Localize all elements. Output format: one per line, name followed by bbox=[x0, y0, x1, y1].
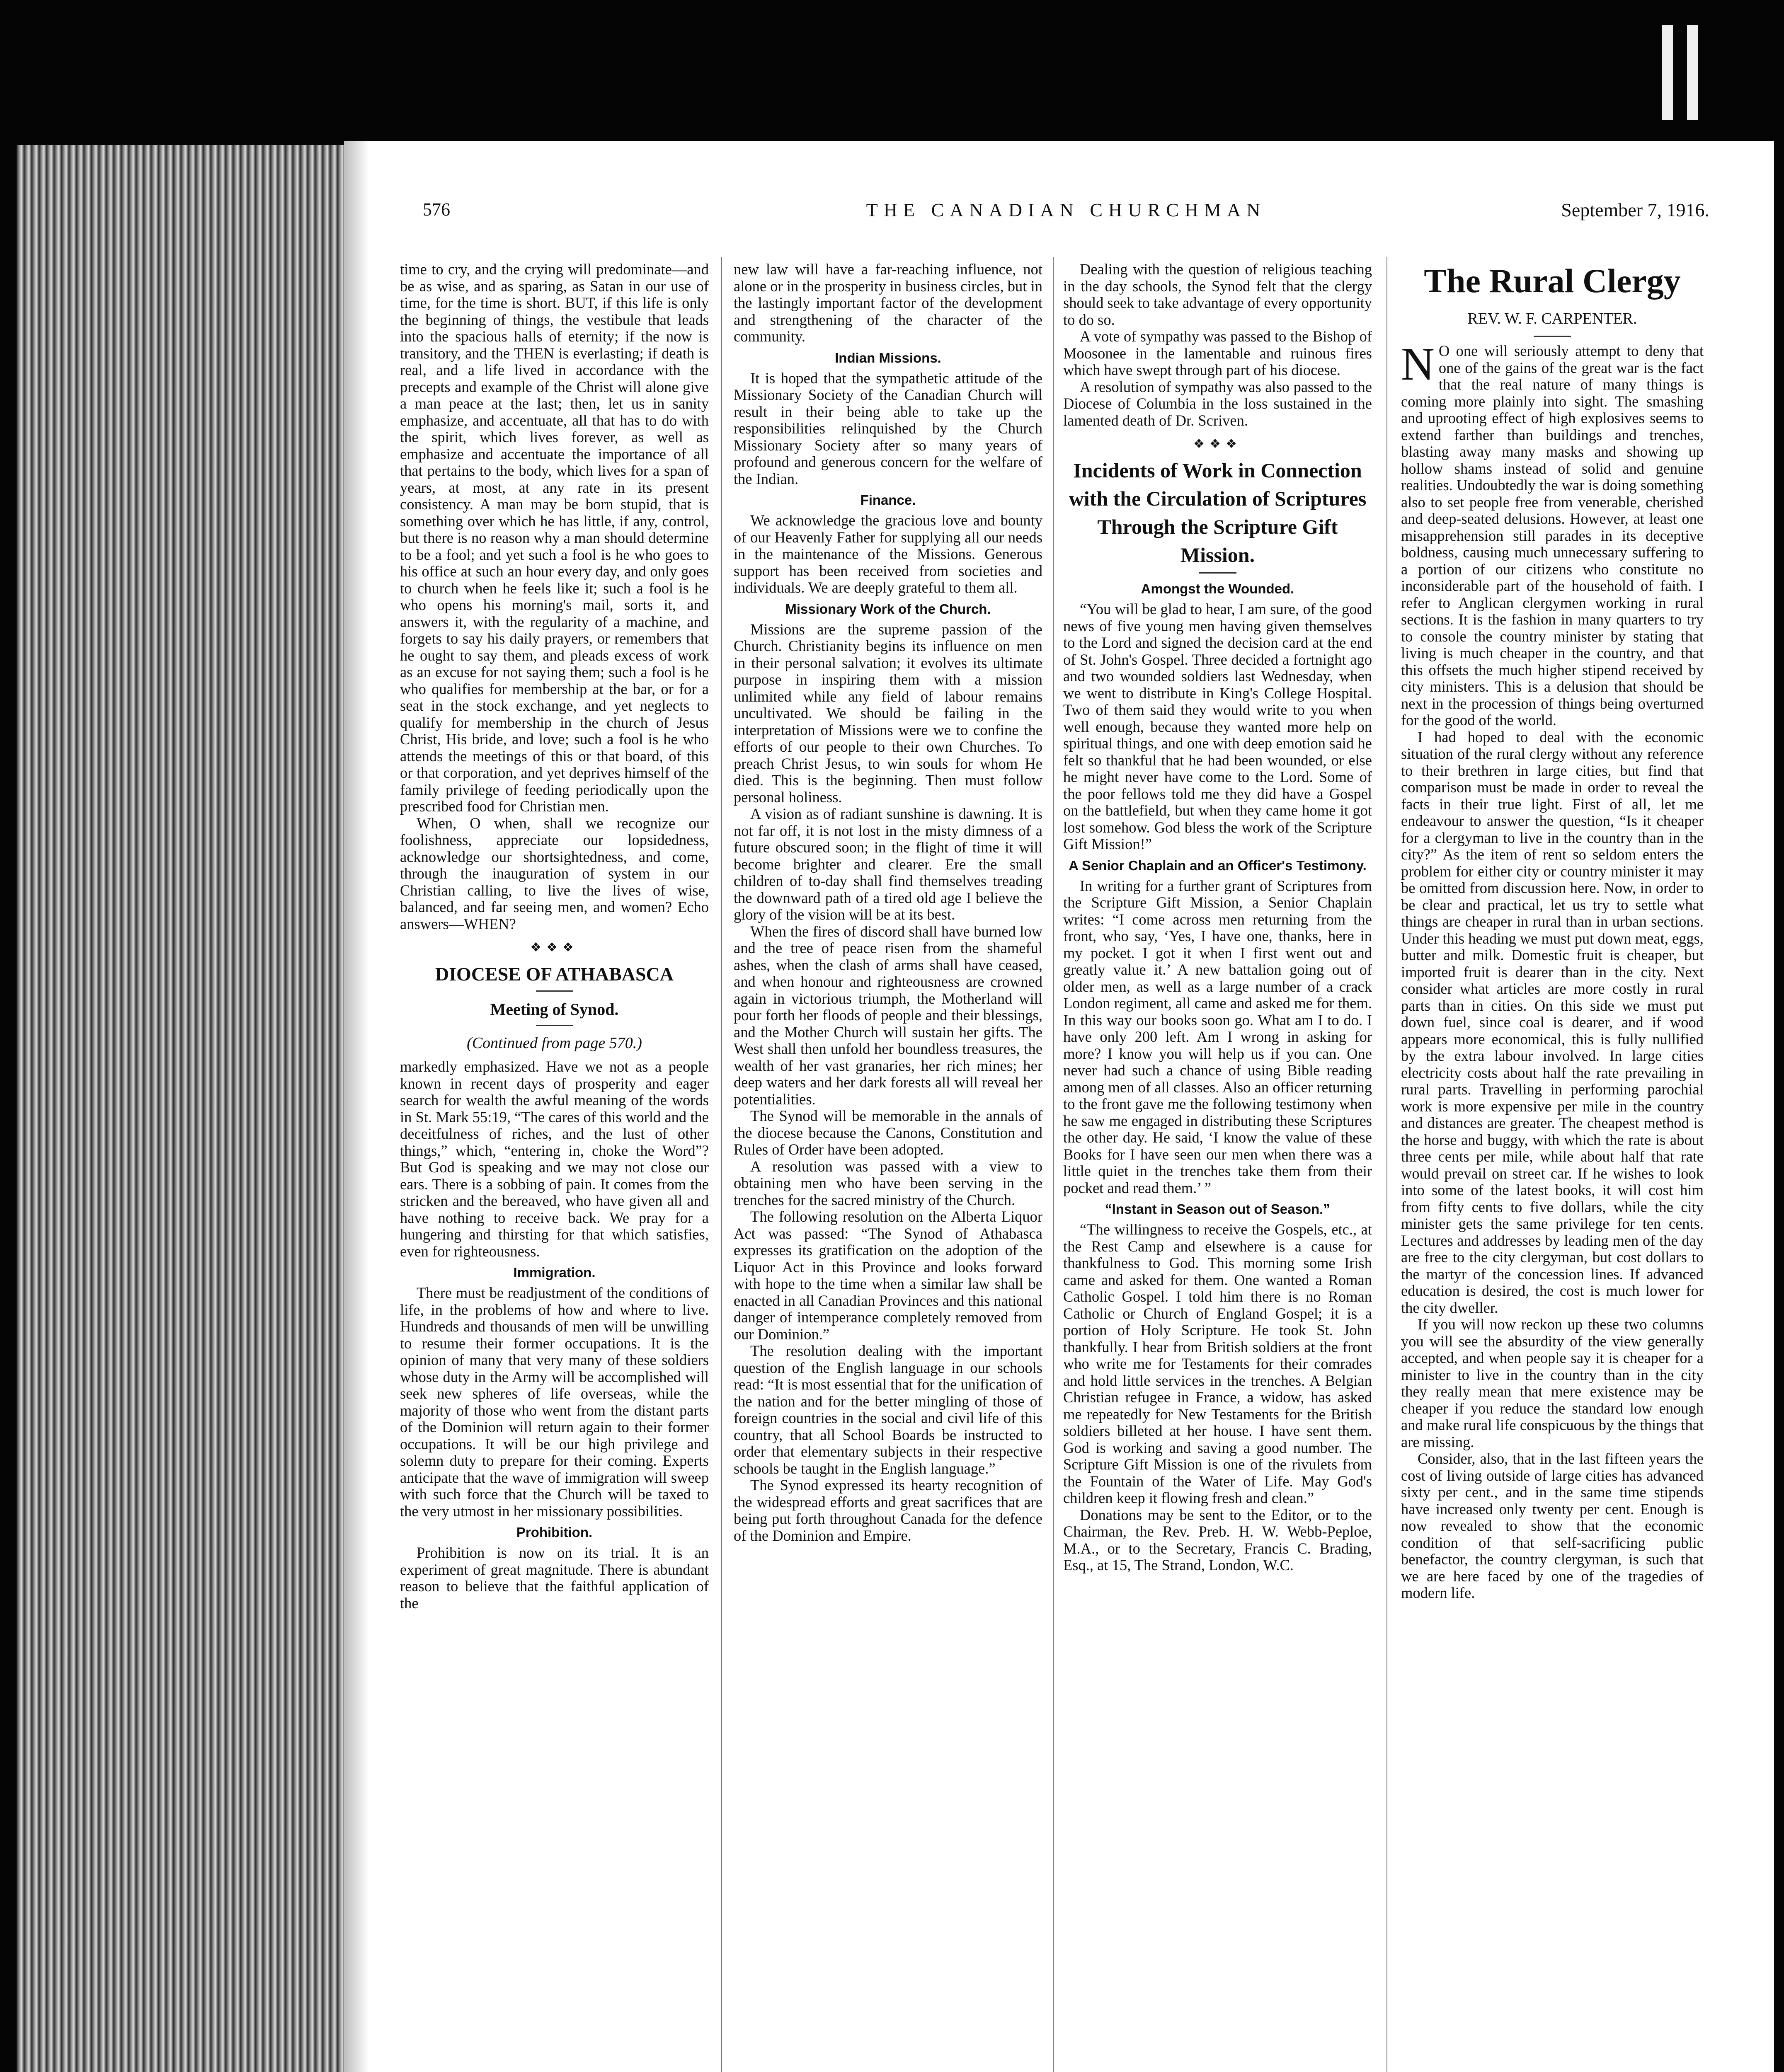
page-number: 576 bbox=[423, 199, 450, 220]
wounded-heading: Amongst the Wounded. bbox=[1141, 581, 1294, 596]
indian-missions-heading: Indian Missions. bbox=[835, 350, 941, 366]
paragraph: A vote of sympathy was passed to the Bishop of Moosonee in the lamentable and ruinous fires which have swept through part of his diocese. bbox=[1063, 328, 1372, 378]
paragraph: “The willingness to receive the Gospels, etc., at the Rest Camp and elsewhere is a cause for thankfulness to God. This morning some Irish came and asked for them. One wanted a Roman Catholic Gospel. I told him there is no Roman Catholic or Church of England Gospel; it is a portion of Holy Scripture. He took St. John thankfully. I hear from British soldiers at the front who write me for Testaments for their comrades and hold little services in the trenches. A Belgian Christian refugee in France, a widow, has asked me repeatedly for New Testaments for the British soldiers billeted at her house. I have sent them. God is working and saving a good number. The Scripture Gift Mission is one of the rivulets from the Fountain of the Water of Life. May God's children keep it flowing fresh and clean.” bbox=[1063, 1221, 1372, 1506]
column-2 bbox=[734, 261, 1042, 1544]
finance-heading: Finance. bbox=[860, 492, 916, 508]
drop-cap: N bbox=[1401, 339, 1435, 390]
paragraph: new law will have a far-reaching influence, not alone or in the prosperity in business circles, but in the lastingly important factor of the development and strengthening of the character of the community. bbox=[734, 261, 1042, 345]
prohibition-heading: Prohibition. bbox=[516, 1525, 593, 1540]
film-strip-marks bbox=[1658, 25, 1720, 124]
paragraph: It is hoped that the sympathetic attitude of the Missionary Society of the Canadian Church will result in their being able to take up the responsibilities relinquished by the Church Missionary Society after so many years of profound and generous concern for the welfare of the Indian. bbox=[734, 369, 1042, 487]
heading-rule bbox=[536, 1025, 573, 1026]
gutter-shadow bbox=[344, 141, 369, 2072]
page-stack-edge bbox=[17, 145, 352, 2072]
continued-note: (Continued from page 570.) bbox=[467, 1034, 642, 1052]
column-rule bbox=[721, 257, 722, 2072]
author-byline: REV. W. F. CARPENTER. bbox=[1467, 310, 1637, 327]
instant-in-season-heading: “Instant in Season out of Season.” bbox=[1105, 1201, 1330, 1217]
paragraph: There must be readjustment of the conditions of life, in the problems of how and where to live. Hundreds and thousands of men will be unwilling to resume their former occupations. It is the opinion of many that very many of these soldiers whose duty in the Army will be accomplished will seek new spheres of life overseas, while the majority of those who went from the distant parts of the Dominion will return again to their former occupations. It will be our high privilege and solemn duty to prepare for their coming. Experts anticipate that the wave of immigration will sweep with such force that the Church will be taxed to the very utmost in her missionary possibilities. bbox=[400, 1284, 709, 1520]
diocese-heading: DIOCESE OF ATHABASCA bbox=[435, 963, 674, 985]
paragraph: A resolution was passed with a view to obtaining men who have been serving in the trenches for the sacred ministry of the Church. bbox=[734, 1157, 1042, 1208]
chaplain-heading: A Senior Chaplain and an Officer's Testimony. bbox=[1069, 857, 1367, 873]
paragraph: We acknowledge the gracious love and bounty of our Heavenly Father for supplying all our needs in the maintenance of the Missions. Generous support has been received from societies and individuals. We are deeply grateful to them all. bbox=[734, 512, 1042, 596]
column-rule bbox=[1386, 257, 1387, 2072]
column-4 bbox=[1401, 261, 1704, 1602]
running-head bbox=[423, 199, 1709, 228]
masthead: THE CANADIAN CHURCHMAN bbox=[866, 199, 1266, 220]
column-1 bbox=[400, 261, 709, 1612]
rural-clergy-title: The Rural Clergy bbox=[1424, 262, 1681, 300]
paragraph: A vision as of radiant sunshine is dawning. It is not far off, it is not lost in the misty dimness of a future obscured soon; in the flight of time it will become brighter and clearer. Ere the small children of to-day shall find themselves treading the downward path of a tired old age I believe the glory of the vision will be at its best. bbox=[734, 805, 1042, 923]
paragraph: Consider, also, that in the last fifteen years the cost of living outside of large cities has advanced sixty per cent., and in the same time stipends have increased only twenty per cent. Enough is now revealed to show that the economic condition of that self-sacrificing public benefactor, the country clergyman, is such that we are here faced by one of the tragedies of modern life. bbox=[1401, 1450, 1704, 1601]
paragraph: In writing for a further grant of Scriptures from the Scripture Gift Mission, a Senior Chaplain writes: “I come across men returning from the front, who say, ‘Yes, I have one, thanks, here in my pocket. I got it when I first went out and greatly value it.’ A new battalion going out of older men, as well as a large number of a crack London regiment, all came and asked me for them. In this way our books soon go. What am I to do. I have only 200 left. Am I wrong in asking for more? I know you will help us if you can. One never had such a chance of using Bible reading among men of all classes. Also an officer returning to the front gave me the following testimony when he saw me engaged in distributing these Scriptures the other day. He said, ‘I know the value of these Books for I have seen our men when there was a little quiet in the trenches take them from their pocket and read them.’ ” bbox=[1063, 877, 1372, 1196]
meeting-heading: Meeting of Synod. bbox=[490, 1000, 619, 1019]
column-rule bbox=[1053, 257, 1054, 2072]
paragraph: When, O when, shall we recognize our foolishness, appreciate our lopsidedness, acknowledge our shortsightedness, and come, through the inauguration of system in our Christian calling, to live the lives of wise, balanced, and far seeing men, and women? Echo answers—WHEN? bbox=[400, 814, 709, 932]
heading-rule bbox=[536, 990, 573, 992]
paragraph: “You will be glad to hear, I am sure, of the good news of five young men having given themselves to the Lord and signed the decision card at the end of St. John's Gospel. Three decided a fortnight ago and two wounded soldiers last Wednesday, when we went to distribute in King's College Hospital. Two of them said they would write to you when well enough, because they wanted more help on spiritual things, and one with deep emotion said he felt so thankful that he had been wounded, or else he might never have come to the Lord. Some of the poor fellows told me they did have a Gospel on the battlefield, but when they came home it got lost somehow. God bless the work of the Scripture Gift Mission!” bbox=[1063, 600, 1372, 852]
paragraph: Prohibition is now on its trial. It is an experiment of great magnitude. There is abundant reason to believe that the faithful application of the bbox=[400, 1544, 709, 1612]
section-ornament: ❖❖❖ bbox=[1193, 437, 1242, 451]
missionary-work-heading: Missionary Work of the Church. bbox=[785, 601, 991, 617]
immigration-heading: Immigration. bbox=[513, 1265, 596, 1280]
paragraph: Missions are the supreme passion of the Church. Christianity begins its influence on men in their personal salvation; it evolves its ultimate purpose in inspiring them with a mission unlimited while any field of labour remains uncultivated. We should be failing in the interpretation of Missions were we to confine the efforts of our people to their own Churches. To preach Christ Jesus, to win souls for whom He died. This is the beginning. Then must follow personal holiness. bbox=[734, 620, 1042, 806]
column-3 bbox=[1063, 261, 1372, 1574]
paragraph: The Synod will be memorable in the annals of the diocese because the Canons, Constitution and Rules of Order have been adopted. bbox=[734, 1107, 1042, 1158]
section-ornament: ❖❖❖ bbox=[530, 941, 579, 954]
paragraph: The Synod expressed its hearty recognition of the widespread efforts and great sacrifices that are being put forth throughout Canada for the defence of the Dominion and Empire. bbox=[734, 1477, 1042, 1544]
opening-paragraph bbox=[1401, 339, 1704, 729]
paragraph: time to cry, and the crying will predominate—and be as wise, and as sparing, as Satan in our use of time, for the time is short. BUT, if this life is only the beginning of things, the vestibule that leads into the spacious halls of eternity; if the now is transitory, and the THEN is everlasting; if death is real, and a life lived in accordance with the precepts and example of the Christ will alone give a man peace at the last; then, let us in sanity emphasize, and accentuate, all that has to do with the spirit, which lives forever, as well as emphasize and accentuate the importance of all that pertains to the body, which lives for a span of years, at most, at any rate in its present consistency. A man may be born stupid, that is something over which he has little, if any, control, but there is no reason why a man should determine to be a fool; and yet such a fool is he who goes to his office at such an hour every day, and only goes to church when he feels like it; such a fool is he who opens his morning's mail, sorts it, and answers it, with the regularity of a machine, and forgets to say his daily prayers, or remembers that he ought to say them, and pleads excess of work as an excuse for not saying them; such a fool is he who qualifies for membership at the bar, or for a seat in the stock exchange, and yet neglects to qualify for membership in the church of Jesus Christ, His bride, and love; such a fool is he who attends the meetings of this or that board, of this or that corporation, and yet deprives himself of the family privilege of feeding periodically upon the prescribed food for Christian men. bbox=[400, 261, 709, 815]
heading-rule bbox=[1534, 336, 1571, 337]
paragraph-text: O one will seriously attempt to deny that one of the gains of the great war is the fact that the real nature of many things is coming more plainly into sight. The smashing and uprooting effect of high explosives seems to extend farther than buildings and trenches, blasting away many masks and showing up hollow shams instead of solid and genuine realities. Undoubtedly the war is doing something also to set people free from venerable, cherished and deep-seated delusions. However, at least one misapprehension still parades in its deceptive boldness, causing much unnecessary suffering to a portion of our citizens who constitute no inconsiderable part of the household of faith. I refer to Anglican clergymen working in rural sections. It is the fashion in many quarters to try to console the country minister by stating that living is much cheaper in the country, and that this offsets the much higher stipend received by city ministers. This is a delusion that should be next in the procession of things being overturned for the good of the world. bbox=[1401, 342, 1704, 729]
paragraph: Donations may be sent to the Editor, or to the Chairman, the Rev. Preb. H. W. Webb-Peploe, M.A., or to the Secretary, Francis C. Brading, Esq., at 15, The Strand, London, W.C. bbox=[1063, 1506, 1372, 1573]
paragraph: When the fires of discord shall have burned low and the tree of peace risen from the shameful ashes, when the clash of arms shall have ceased, and when honour and righteousness are crowned again in victorious triumph, the Motherland will pour forth her floods of people and their blessings, and the Mother Church will sustain her gifts. The West shall then unfold her boundless treasures, the wealth of her vast granaries, her rich mines; her deep waters and her dark forests all will reveal her potentialities. bbox=[734, 922, 1042, 1108]
paragraph: The following resolution on the Alberta Liquor Act was passed: “The Synod of Athabasca expresses its gratification on the adoption of the Liquor Act in this Province and looks forward with hope to the time when a similar law shall be enacted in all Canadian Provinces and this national danger of intemperance completely removed from our Dominion.” bbox=[734, 1208, 1042, 1343]
paragraph: If you will now reckon up these two columns you will see the absurdity of the view generally accepted, and when people say it is cheaper for a minister to live in the country than in the city they really mean that mere existence may be cheaper if you reduce the standard low enough and make rural life conspicuous by the things that are missing. bbox=[1401, 1316, 1704, 1450]
paragraph: A resolution of sympathy was also passed to the Diocese of Columbia in the loss sustained in the lamented death of Dr. Scriven. bbox=[1063, 378, 1372, 429]
paragraph: markedly emphasized. Have we not as a people known in recent days of prosperity and eager search for wealth the awful meaning of the words in St. Mark 55:19, “The cares of this world and the deceitfulness of riches, and the lust of other things,” which, “entering in, choke the Word”? But God is speaking and we may not close our ears. There is a sobbing of pain. It comes from the stricken and the bereaved, who have given all and have nothing to receive back. We pray for a hungering and thirsting for that which satisfies, even for righteousness. bbox=[400, 1058, 709, 1260]
issue-date: September 7, 1916. bbox=[1561, 199, 1709, 220]
paragraph: Dealing with the question of religious teaching in the day schools, the Synod felt that the clergy should seek to take advantage of every opportunity to do so. bbox=[1063, 261, 1372, 328]
paragraph: I had hoped to deal with the economic situation of the rural clergy without any reference to their brethren in large cities, but find that comparison must be made in order to reveal the facts in their true light. First of all, let me endeavour to answer the question, “Is it cheaper for a clergyman to live in the country than in the city?” As the item of rent so seldom enters the problem for either city or country minister it may be omitted from discussion here. Now, in order to be clear and practical, let us try to settle what things are cheaper in rural than in urban sections. Under this heading we must put down meat, eggs, butter and milk. Domestic fruit is cheaper, but imported fruit is dearer than in the city. Next consider what articles are more costly in rural parts than in cities. On this side we must put down fuel, since coal is dearer, and if wood appears more economical, this is fully nullified by the extra labour involved. In large cities electricity costs about half the rate prevailing in rural parts. Travelling in performing parochial work is more expensive per mile in the country and distances are greater. The cheapest method is the horse and buggy, with which the rate is about three cents per mile, while about half that rate would prevail on street car. If he wishes to look into some of the latest books, it will cost him from fifty cents to five dollars, while the city minister gets the same privilege for ten cents. Lectures and addresses by leading men of the day are free to the city clergyman, but cost dollars to the martyr of the concession lines. If advanced education is desired, the cost is much lower for the city dweller. bbox=[1401, 728, 1704, 1316]
incidents-heading: Incidents of Work in Connection with the Circulation of Scriptures Through the Scripture Gift Mission. bbox=[1069, 459, 1367, 566]
paragraph: The resolution dealing with the important question of the English language in our schools read: “It is most essential that for the unification of the nation and for the better mingling of those of foreign countries in the social and civil life of this country, that all School Boards be instructed to order that elementary subjects in their respective schools be taught in the English language.” bbox=[734, 1342, 1042, 1477]
heading-rule bbox=[1199, 572, 1236, 574]
